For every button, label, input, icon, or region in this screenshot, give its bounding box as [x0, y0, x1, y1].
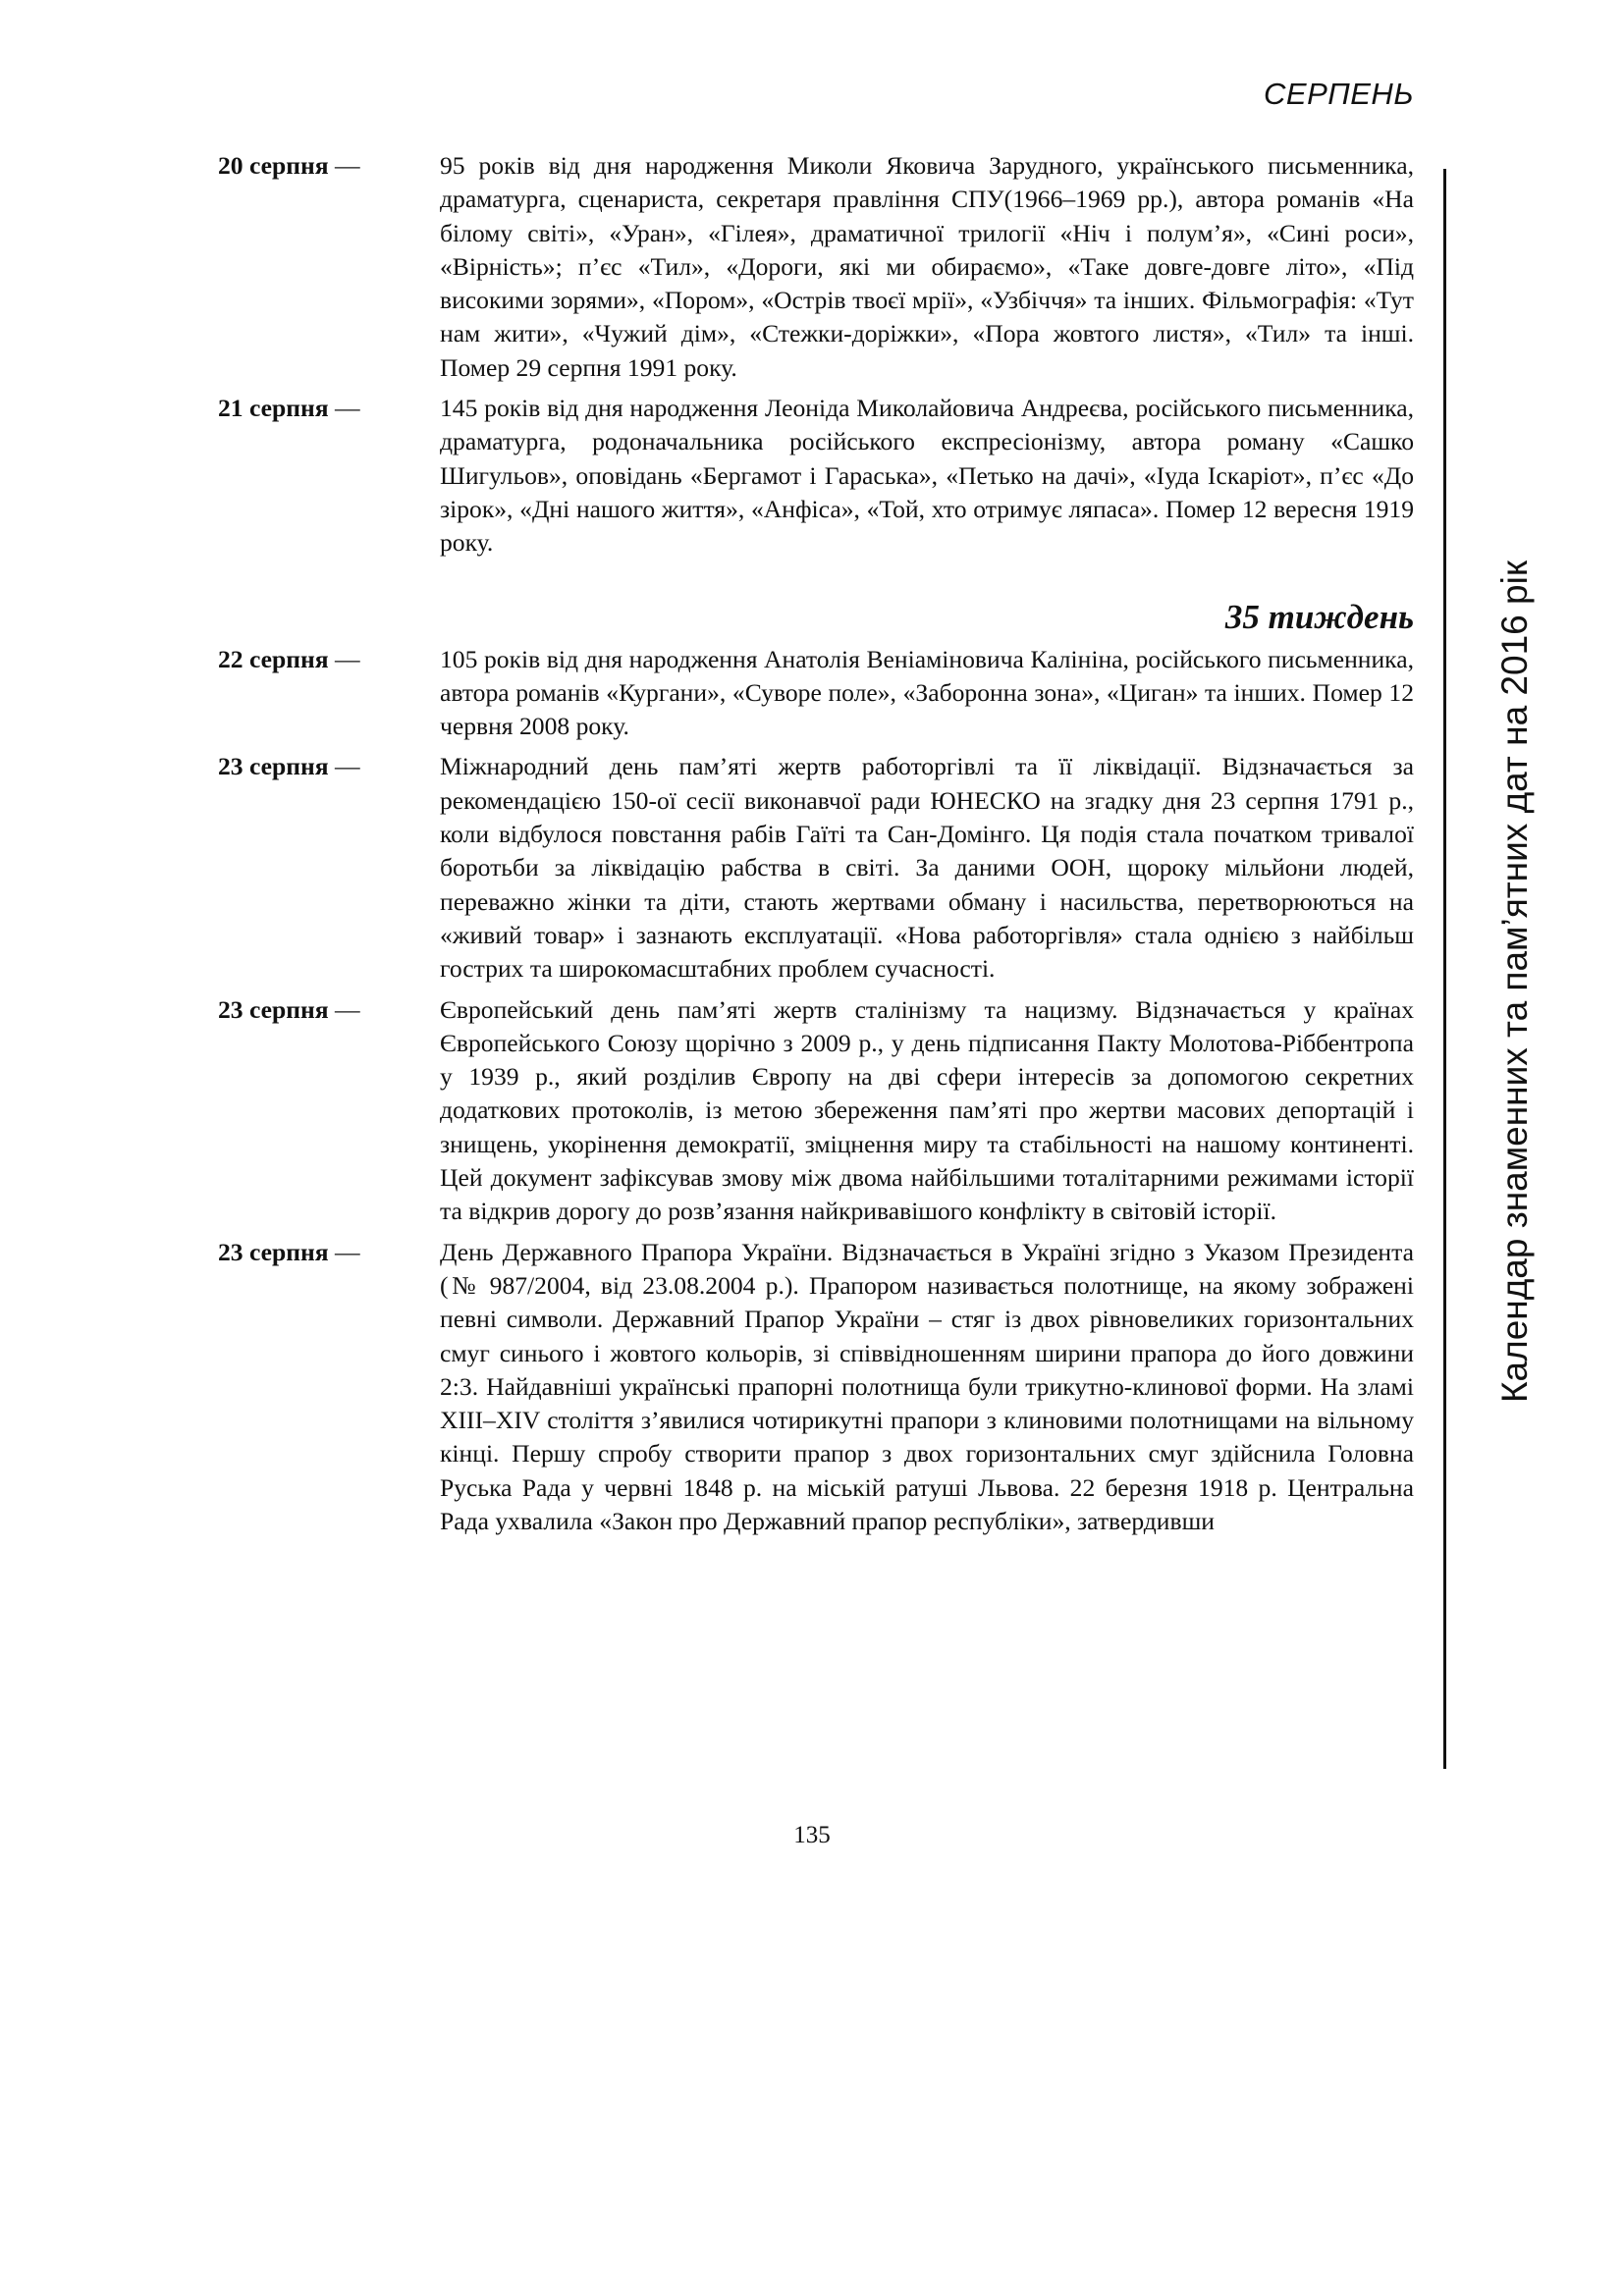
side-title-text: Календар знаменних та пам’ятних дат на 2016 рік [1494, 560, 1535, 1404]
calendar-content [218, 149, 1414, 1545]
entry-date: 23 серпня [218, 994, 329, 1024]
entry-date: 23 серпня [218, 752, 329, 781]
entry-text: День Державного Прапора України. Відзначається в Україні згідно з Указом Президента (№ 987/2004, від 23.08.2004 р.). Прапором називається полотнище, на якому зображені певні символи. Державний Прапор України – стяг із двох рівновеликих горизонтальних смуг синього і жовтого кольорів, зі співвідношенням ширини прапора до його довжини 2:3. Найдавніші українські прапорні полотнища були трикутно-клинової форми. На зламі ХІІІ–ХІV століття з’явилися чотирикутні прапори з клиновими полотнищами на вільному кінці. Першу спробу створити прапор з двох горизонтальних смуг здійснила Головна Руська Рада у червні 1848 р. на міській ратуші Львова. 22 березня 1918 р. Центральна Рада ухвалила «Закон про Державний прапор республіки», затвердивши [440, 1237, 1414, 1535]
entry-text: 145 років від дня народження Леоніда Миколайовича Андреєва, російського письменника, драматурга, родоначальника російського експресіонізму, автора роману «Сашко Шигульов», оповідань «Бергамот і Гараська», «Петько на дачі», «Іуда Іскаріот», п’єс «До зірок», «Дні нашого життя», «Анфіса», «Той, хто отримує ляпаса». Помер 12 вересня 1919 року. [440, 394, 1414, 558]
entry-text: Європейський день пам’яті жертв сталінізму та нацизму. Відзначається у країнах Європейського Союзу щорічно з 2009 р., у день підписання Пакту Молотова-Ріббентропа у 1939 р., який розділив Європу на дві сфери інтересів за допомогою секретних додаткових протоколів, із метою збереження пам’яті про жертви масових депортацій і знищень, укорінення демократії, зміцнення миру та стабільності на нашому континенті. Цей документ зафіксував змову між двома найбільшими тоталітарними режимами історії та відкрив дорогу до розв’язання найкривавішого конфлікту в світовій історії. [440, 994, 1414, 1226]
calendar-entry: 21 серпня — 145 років від дня народження Леоніда Миколайовича Андреєва, російського письменника, драматурга, родоначальника російського експресіонізму, автора роману «Сашко Шигульов», оповідань «Бергамот і Гараська», «Петько на дачі», «Іуда Іскаріот», п’єс «До зірок», «Дні нашого життя», «Анфіса», «Той, хто отримує ляпаса». Помер 12 вересня 1919 року. [218, 392, 1414, 560]
entry-date: 23 серпня [218, 1237, 329, 1266]
calendar-entry: 23 серпня — Міжнародний день пам’яті жертв работоргівлі та її ліквідації. Відзначається за рекомендацією 150-ої сесії виконавчої ради ЮНЕСКО на згадку дня 23 серпня 1791 р., коли відбулося повстання рабів Гаїті та Сан-Домінго. Ця подія стала початком тривалої боротьби за ліквідацію рабства в світі. За даними ООН, щороку мільйони людей, переважно жінки та діти, стають жертвами обману і насильства, перетворюються на «живий товар» і зазнають експлуатації. «Нова работоргівля» стала однією з найбільш гострих та широкомасштабних проблем сучасності. [218, 750, 1414, 986]
calendar-entry: 23 серпня — День Державного Прапора України. Відзначається в Україні згідно з Указом Президента (№ 987/2004, від 23.08.2004 р.). Прапором називається полотнище, на якому зображені певні символи. Державний Прапор України – стяг із двох рівновеликих горизонтальних смуг синього і жовтого кольорів, зі співвідношенням ширини прапора до його довжини 2:3. Найдавніші українські прапорні полотнища були трикутно-клинової форми. На зламі ХІІІ–ХІV століття з’явилися чотирикутні прапори з клиновими полотнищами на вільному кінці. Першу спробу створити прапор з двох горизонтальних смуг здійснила Головна Руська Рада у червні 1848 р. на міській ратуші Львова. 22 березня 1918 р. Центральна Рада ухвалила «Закон про Державний прапор республіки», затвердивши [218, 1236, 1414, 1539]
side-title [1471, 461, 1559, 1502]
entry-text: Міжнародний день пам’яті жертв работоргівлі та її ліквідації. Відзначається за рекомендацією 150-ої сесії виконавчої ради ЮНЕСКО на згадку дня 23 серпня 1791 р., коли відбулося повстання рабів Гаїті та Сан-Домінго. Ця подія стала початком тривалої боротьби за ліквідацію рабства в світі. За даними ООН, щороку мільйони людей, переважно жінки та діти, стають жертвами обману і насильства, перетворюються на «живий товар» і зазнають експлуатації. «Нова работоргівля» стала однією з найбільш гострих та широкомасштабних проблем сучасності. [440, 752, 1414, 984]
entry-date: 21 серпня [218, 394, 329, 423]
calendar-entry: 22 серпня — 105 років від дня народження Анатолія Веніаміновича Калініна, російського письменника, автора романів «Кургани», «Суворе поле», «Заборонна зона», «Циган» та інших. Помер 12 червня 2008 року. [218, 643, 1414, 744]
running-head: СЕРПЕНЬ [1264, 77, 1414, 111]
week-heading: 35 тиждень [1224, 597, 1414, 636]
entry-date: 20 серпня [218, 151, 329, 180]
entry-text: 105 років від дня народження Анатолія Веніаміновича Калініна, російського письменника, автора романів «Кургани», «Суворе поле», «Заборонна зона», «Циган» та інших. Помер 12 червня 2008 року. [440, 644, 1414, 741]
calendar-entry: 23 серпня — Європейський день пам’яті жертв сталінізму та нацизму. Відзначається у країнах Європейського Союзу щорічно з 2009 р., у день підписання Пакту Молотова-Ріббентропа у 1939 р., який розділив Європу на дві сфери інтересів за допомогою секретних додаткових протоколів, із метою збереження пам’яті про жертви масових депортацій і знищень, укорінення демократії, зміцнення миру та стабільності на нашому континенті. Цей документ зафіксував змову між двома найбільшими тоталітарними режимами історії та відкрив дорогу до розв’язання найкривавішого конфлікту в світовій історії. [218, 993, 1414, 1229]
entry-text: 95 років від дня народження Миколи Яковича Зарудного, українського письменника, драматурга, сценариста, секретаря правління СПУ(1966–1969 рр.), автора романів «На білому світі», «Уран», «Гілея», драматичної трилогії «Ніч і полум’я», «Сині роси», «Вірність»; п’єс «Тил», «Дороги, які ми обираємо», «Таке довге-довге літо», «Під високими зорями», «Пором», «Острів твоєї мрії», «Узбіччя» та інших. Фільмографія: «Тут нам жити», «Чужий дім», «Стежки-доріжки», «Пора жовтого листя», «Тил» та інші. Помер 29 серпня 1991 року. [440, 151, 1414, 382]
side-rule [1443, 169, 1446, 1769]
page-number: 135 [793, 1822, 831, 1848]
entry-date: 22 серпня [218, 644, 329, 673]
calendar-entry: 20 серпня — 95 років від дня народження Миколи Яковича Зарудного, українського письменника, драматурга, сценариста, секретаря правління СПУ(1966–1969 рр.), автора романів «На білому світі», «Уран», «Гілея», драматичної трилогії «Ніч і полум’я», «Сині роси», «Вірність»; п’єс «Тил», «Дороги, які ми обираємо», «Таке довге-довге літо», «Під високими зорями», «Пором», «Острів твоєї мрії», «Узбіччя» та інших. Фільмографія: «Тут нам жити», «Чужий дім», «Стежки-доріжки», «Пора жовтого листя», «Тил» та інші. Помер 29 серпня 1991 року. [218, 149, 1414, 385]
